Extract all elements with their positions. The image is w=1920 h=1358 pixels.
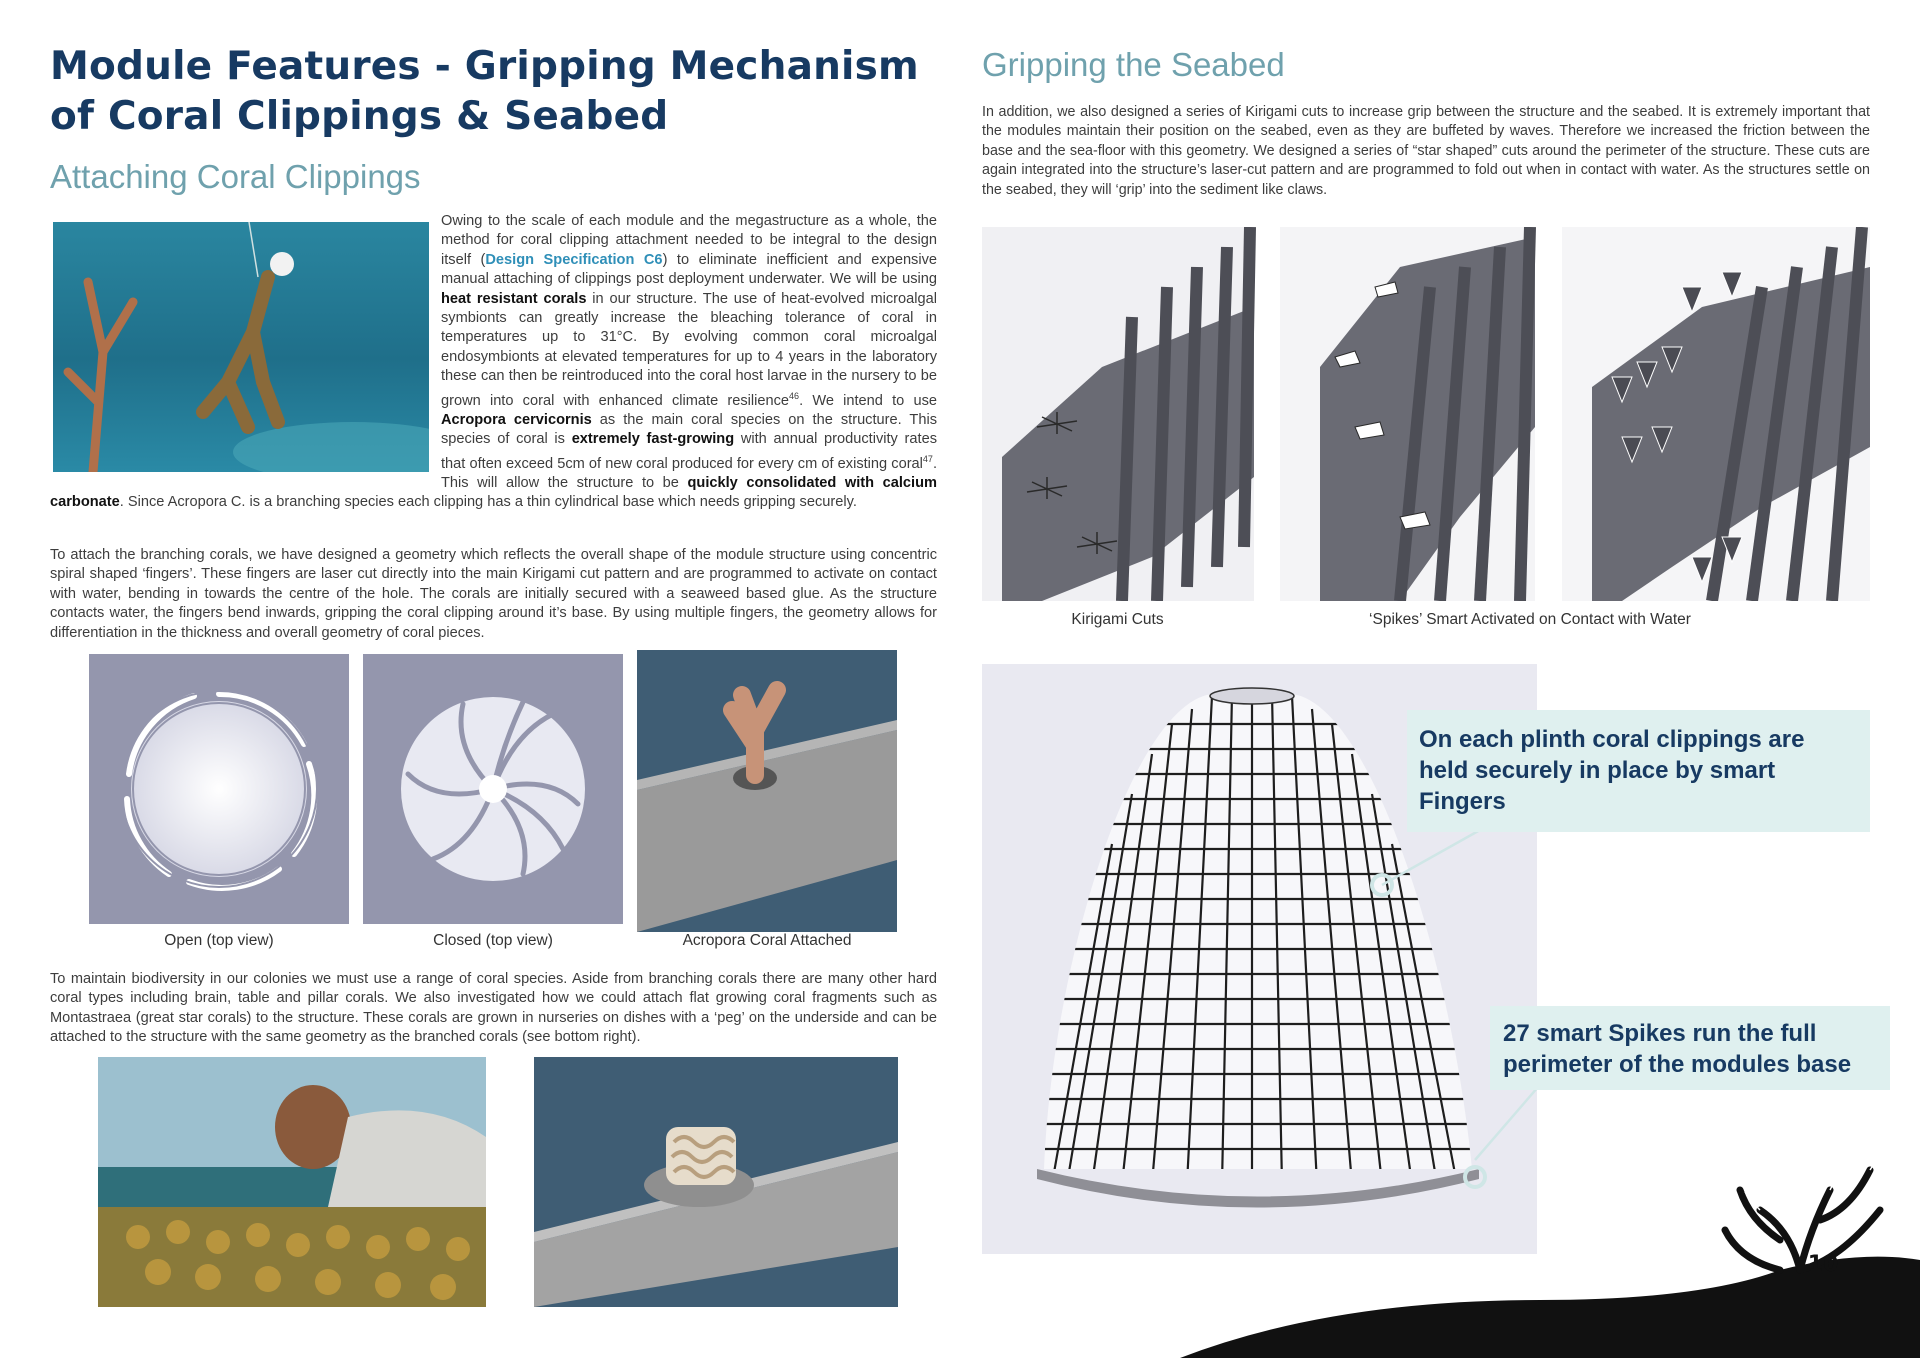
coral-photo	[53, 222, 429, 472]
caption-closed: Closed (top view)	[433, 932, 553, 949]
section-title-attaching: Attaching Coral Clippings	[50, 158, 421, 195]
brain-coral-render	[534, 1057, 898, 1307]
callout-connectors	[1360, 820, 1620, 1190]
finger-open-diagram	[89, 654, 349, 924]
finger-closed-diagram	[363, 654, 623, 924]
caption-attached: Acropora Coral Attached	[682, 932, 852, 949]
section-title-seabed: Gripping the Seabed	[982, 46, 1285, 83]
caption-kirigami: Kirigami Cuts	[1071, 611, 1164, 628]
seabed-paragraph: In addition, we also designed a series of Kirigami cuts to increase grip between the structure and the seabed. It is extremely important that the modules maintain their position on the seabed, even as they are buffeted by waves. Therefore we increased the friction between the base and the sea-floor with this geometry. We designed a series of “star shaped” cuts around the perimeter of the structure. These cuts are again integrated into the structure’s laser-cut pattern and are programmed to fold out when in contact with water. As the structures settle on the seabed, they will ‘grip’ into the sediment like claws.	[982, 104, 1870, 198]
page-number: 10	[1807, 1252, 1839, 1277]
attach-paragraph: To attach the branching corals, we have designed a geometry which reflects the overall shape of the module structure using concentric spiral shaped ‘fingers’. These fingers are laser cut directly into the main Kirigami cut pattern and are programmed to activate on contact with water, bending in towards the centre of the hole. The corals are initially secured with a seaweed based glue. As the structure contacts water, the fingers bend inwards, gripping the coral clipping around it’s base. By using multiple fingers, the geometry allows for differentiation in the thickness and overall geometry of coral pieces.	[50, 547, 937, 641]
callout-spikes: 27 smart Spikes run the full perimeter of the modules base	[1490, 1006, 1890, 1090]
page-title: Module Features - Gripping Mechanism of Coral Clippings & Seabed	[50, 44, 919, 139]
caption-spikes: ‘Spikes’ Smart Activated on Contact with Water	[1369, 611, 1691, 628]
kirigami-render	[982, 227, 1870, 601]
nursery-photo	[98, 1057, 486, 1307]
coral-attached-render	[637, 650, 897, 932]
callout-fingers: On each plinth coral clippings are held securely in place by smart Fingers	[1407, 710, 1870, 832]
caption-open: Open (top view)	[164, 932, 274, 949]
intro-paragraph: Owing to the scale of each module and the megastructure as a whole, the method for coral clipping attachment needed to be integral to the design itself (Design Specification C6) to eliminate inefficient and expensive manual attaching of clippings post deployment underwater. We will be using heat resistant corals in our structure. The use of heat-evolved microalgal symbionts can greatly increase the bleaching tolerance of coral in temperatures up to 31°C. By evolving common coral microalgal endosymbionts at elevated temperatures for up to 4 years in the laboratory these can then be reintroduced into the coral host larvae in the nursery to be grown into coral with enhanced climate resilience$^{46}$. We intend to use Acropora cervicornis as the main coral species on the structure. This species of coral is extremely fast-growing with annual productivity rates that often exceed 5cm of new coral produced for every cm of existing coral$^{47}$. This will allow the structure to be quickly consolidated with calcium carbonate. Since Acropora C. is a branching species each clipping has a thin cylindrical base which needs gripping securely.	[50, 213, 938, 511]
biodiversity-paragraph: To maintain biodiversity in our colonies we must use a range of coral species. Aside from branching corals there are many other hard coral types including brain, table and pillar corals. We also investigated how we could attach flat growing coral fragments such as Montastraea (great star corals) to the structure. These corals are grown in nurseries on dishes with a ‘peg’ on the underside and can be attached to the structure with the same geometry as the branched corals (see bottom right).	[50, 971, 937, 1046]
